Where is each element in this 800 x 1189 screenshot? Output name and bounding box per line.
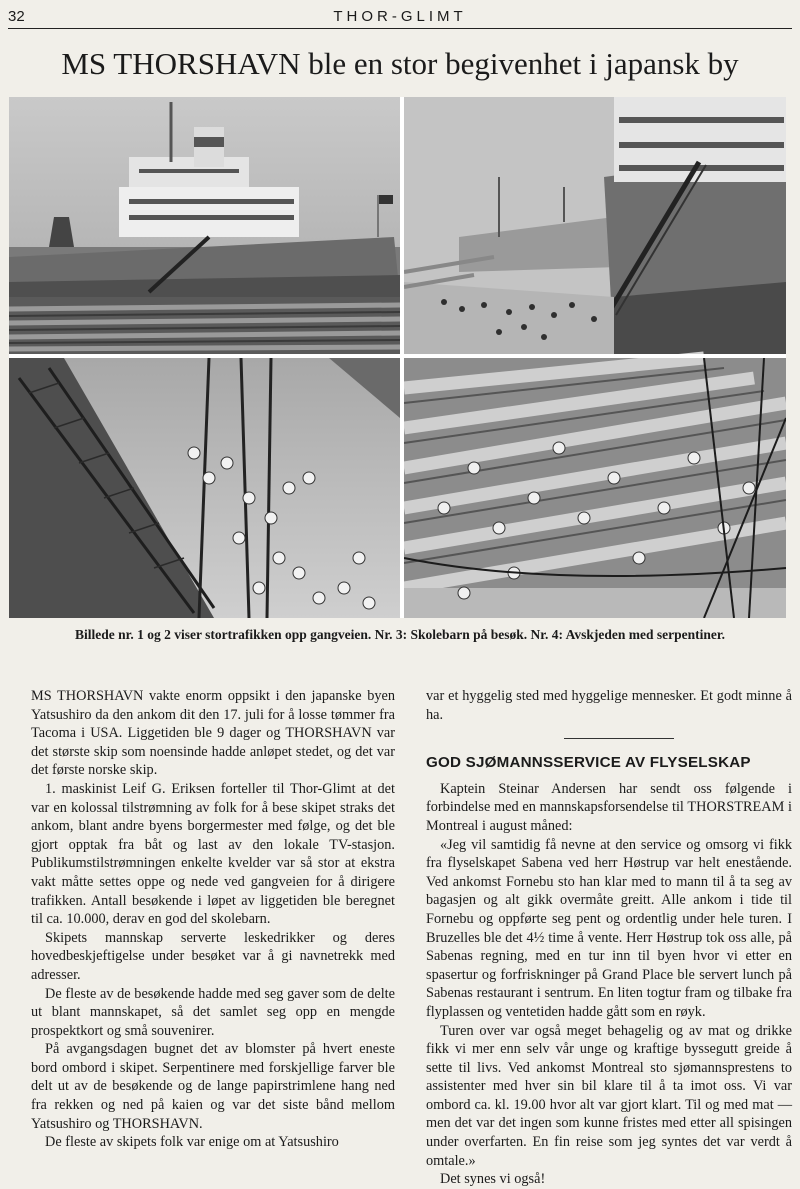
- section-divider: [564, 738, 674, 739]
- body-continuation: var et hyggelig sted med hyggelige mennesker. Et godt minne å ha.: [426, 688, 792, 723]
- body-paragraph: De fleste av skipets folk var enige om at Yatsushiro: [45, 1134, 339, 1151]
- body-paragraph: På avgangsdagen bugnet det av blomster på hvert eneste bord ombord i skipet. Serpentinere med forskjellige farver ble delt ut av de besøkende og de lange papirstrimlene hang ned fra rekken og ned på kaien og var det siste bånd mellom Yatsushiro og THORSHAVN.: [31, 1041, 395, 1132]
- sidebar-paragraph: Turen over var også meget behagelig og av mat og drikke fikk vi mer enn selv vår unge og kraftige byssegutt greide å sette til livs. Ved ankomst Montreal sto sjømannsprestens to assistenter med hver sin bil klare til å ta imot oss. Vi var ombord ca. kl. 19.00 hvor alt var gjort klart. Til og med mat — men det var det ingen som kunne fristes med etter all spisingen under overfarten. En fin reise som jeg syntes det var verdt å omtale.»: [426, 1022, 792, 1169]
- page-number: 32: [8, 8, 25, 25]
- sidebar-heading: GOD SJØMANNSSERVICE AV FLYSELSKAP: [426, 754, 751, 772]
- photo-2-gangway-crowd: [404, 97, 786, 354]
- photo-4-farewell-serpentines: [404, 358, 786, 618]
- body-paragraph: Skipets mannskap serverte leskedrikker og deres hovedbeskjeftigelse under besøket var å gi navnetrekk med adresser.: [31, 929, 395, 983]
- header-rule: [8, 28, 792, 29]
- article-body-left: [31, 687, 395, 1152]
- photo-1-ship-at-quay: [9, 97, 400, 354]
- photo-3-schoolchildren: [9, 358, 400, 618]
- sidebar-paragraph: Det synes vi også!: [440, 1171, 546, 1188]
- body-paragraph: De fleste av de besøkende hadde med seg gaver som de delte ut blant mannskapet, så det samlet seg opp en mengde prospektkort og små souvenirer.: [31, 985, 395, 1039]
- article-headline: MS THORSHAVN ble en stor begivenhet i japansk by: [61, 46, 739, 81]
- sidebar-paragraph: «Jeg vil samtidig få nevne at den service og omsorg vi fikk fra flyselskapet Sabena ved herr Høstrup var helt enestående. Ved ankomst Fornebu sto han klar med to mann til å ta seg av bagasjen og alt gikk overmåte greitt. Alle ankom i tide til Fornebu og oppførte seg pent og ordentlig under hele turen. I Bruzelles ble det 4½ time å vente. Herr Høstrup tok oss alle, på Sabenas regning, med en tur inn til byen hvor vi etter en spasertur og forfriskninger på Grand Place ble servert lunch på Sabenas restaurant i sentrum. En liten togtur fram og tilbake fra flyplassen og ventetiden hadde gått som en røyk.: [426, 836, 792, 1020]
- photo-grid: [9, 97, 786, 618]
- magazine-title: THOR-GLIMT: [333, 8, 467, 25]
- page-header: [8, 6, 792, 28]
- body-paragraph: 1. maskinist Leif G. Eriksen forteller til Thor-Glimt at det var en kolossal tilstrømning av folk for å bese skipet straks det ankom, blant andre byens borgermester med følge, og det ble gjort opptak fra båt og last av den lokale TV-stasjon. Publikumstilstrømningen enkelte kvelder var så stor at ekstra vakt måtte settes oppe og nede ved gangveien for å dirigere trafikken. Antall besøkende i løpet av liggetiden ble beregnet til ca. 10.000, derav en god del skolebarn.: [31, 780, 395, 928]
- article-body-right: [426, 687, 792, 1189]
- body-paragraph: MS THORSHAVN vakte enorm oppsikt i den japanske byen Yatsushiro da den ankom dit den 17. juli for å losse tømmer fra Tacoma i USA. Liggetiden ble 9 dager og THORSHAVN var det største skip som noensinde hadde anløpet stedet, og det var det første norske skip.: [31, 688, 395, 779]
- sidebar-paragraph: Kaptein Steinar Andersen har sendt oss følgende i forbindelse med en mannskapsforsendelse til THORSTREAM i Montreal i august måned:: [426, 780, 792, 834]
- photo-caption: Billede nr. 1 og 2 viser stortrafikken opp gangveien. Nr. 3: Skolebarn på besøk. Nr. 4: Avskjeden med serpentiner.: [74, 627, 726, 642]
